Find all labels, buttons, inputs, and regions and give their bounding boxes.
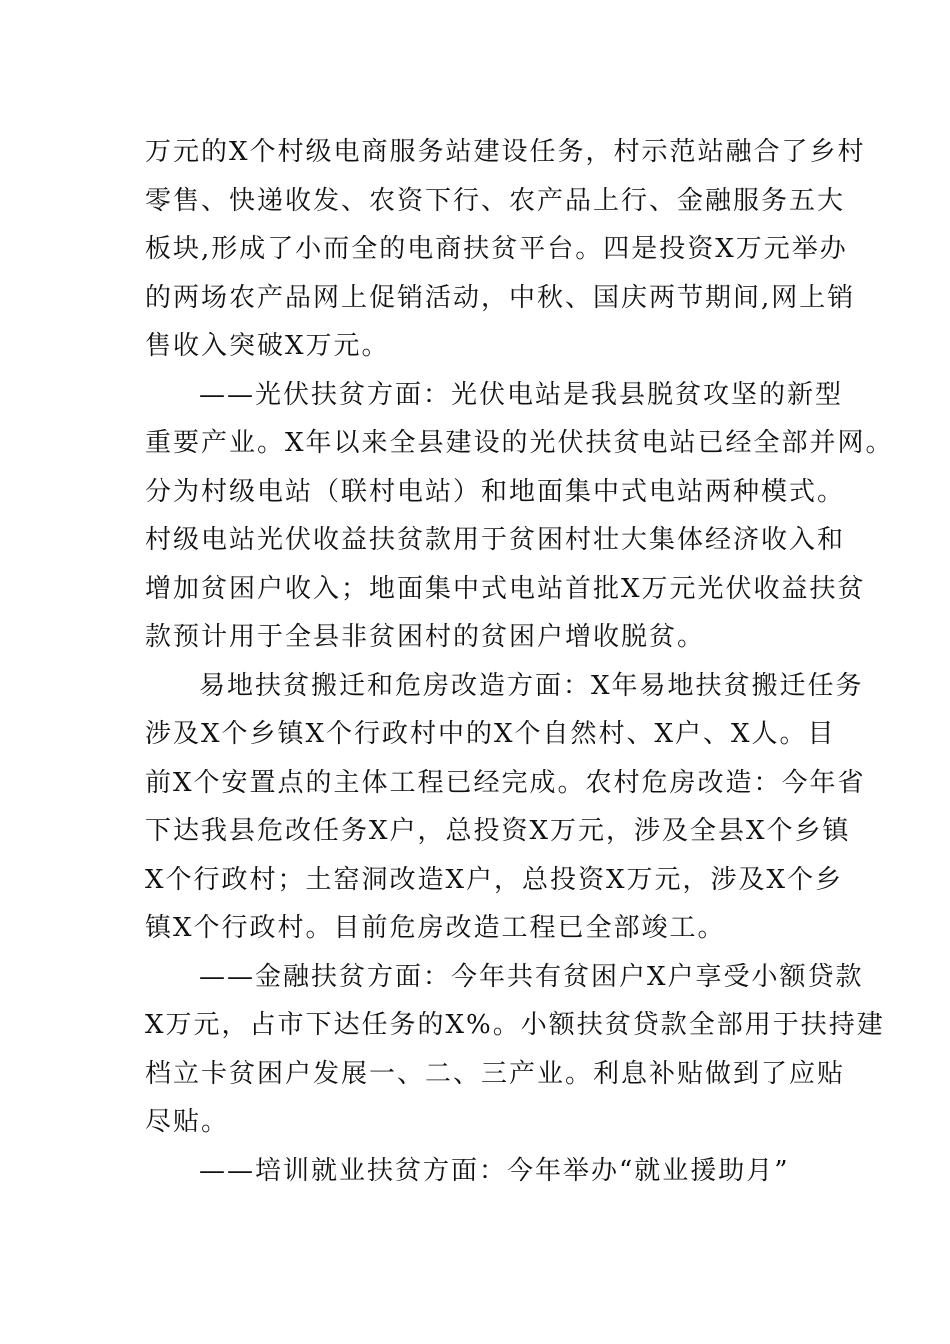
text-line: 板块,形成了小而全的电商扶贫平台。四是投资X万元举办 xyxy=(145,234,848,264)
text-line: 万元的X个村级电商服务站建设任务，村示范站融合了乡村 xyxy=(145,137,866,167)
paragraph-relocation xyxy=(145,662,866,953)
paragraph-ecommerce xyxy=(145,128,866,371)
text-line: 镇X个行政村。目前危房改造工程已全部竣工。 xyxy=(145,913,726,943)
text-line: 下达我县危改任务X户，总投资X万元，涉及全县X个乡镇 xyxy=(145,816,851,846)
text-line: 售收入突破X万元。 xyxy=(145,331,390,361)
text-line: 零售、快递收发、农资下行、农产品上行、金融服务五大 xyxy=(145,185,846,216)
text-line: 的两场农产品网上促销活动，中秋、国庆两节期间,网上销 xyxy=(145,282,856,313)
text-line: 村级电站光伏收益扶贫款用于贫困村壮大集体经济收入和 xyxy=(145,525,846,555)
text-line: X个行政村；土窑洞改造X户，总投资X万元，涉及X个乡 xyxy=(145,864,844,895)
text-line: ——培训就业扶贫方面：今年举办“就业援助月” xyxy=(199,1155,790,1186)
text-line: 前X个安置点的主体工程已经完成。农村危房改造：今年省 xyxy=(145,767,866,798)
text-line: ——光伏扶贫方面：光伏电站是我县脱贫攻坚的新型 xyxy=(199,379,844,410)
text-line: ——金融扶贫方面：今年共有贫困户X户享受小额贷款 xyxy=(199,961,864,992)
text-line: 款预计用于全县非贫困村的贫困户增收脱贫。 xyxy=(145,622,706,652)
text-line: 档立卡贫困户发展一、二、三产业。利息补贴做到了应贴 xyxy=(145,1058,846,1089)
paragraph-finance xyxy=(145,953,885,1147)
text-line: 涉及X个乡镇X个行政村中的X个自然村、X户、X人。目 xyxy=(145,719,836,749)
document-body xyxy=(145,128,894,1195)
paragraph-training xyxy=(145,1147,815,1196)
text-line: 增加贫困户收入；地面集中式电站首批X万元光伏收益扶贫 xyxy=(145,573,866,604)
text-line: 尽贴。 xyxy=(145,1107,230,1137)
text-line: 易地扶贫搬迁和危房改造方面：X年易地扶贫搬迁任务 xyxy=(199,670,864,701)
text-line: 分为村级电站（联村电站）和地面集中式电站两种模式。 xyxy=(145,476,846,507)
text-line: X万元，占市下达任务的X%。小额扶贫贷款全部用于扶持建 xyxy=(145,1010,885,1040)
paragraph-photovoltaic xyxy=(145,371,894,662)
text-line: 重要产业。X年以来全县建设的光伏扶贫电站已经全部并网。 xyxy=(145,428,894,458)
